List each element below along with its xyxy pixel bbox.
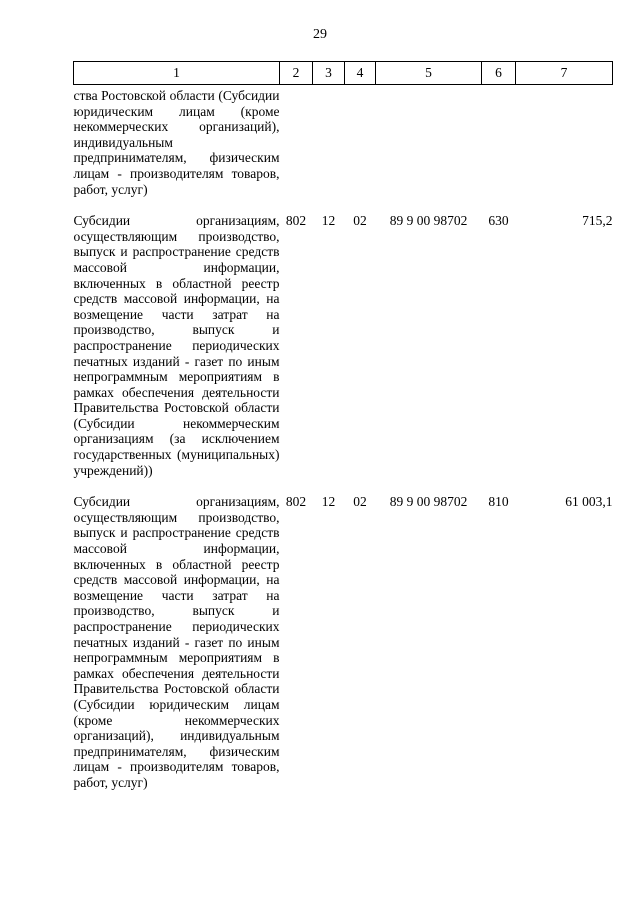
header-col-3: 3: [313, 62, 345, 85]
row-amount: 61 003,1: [565, 494, 613, 510]
header-col-5: 5: [376, 62, 482, 85]
row-code-ministry: 802: [285, 494, 307, 510]
row-code-target: 89 9 00 98702: [389, 494, 468, 510]
row-code-subsection: [345, 85, 376, 214]
row-description: Субсидии организациям, осуществляющим производство, выпуск и распространение средств массовой информации, включенных в областной реестр средств массовой информации, на возмещение части затрат на производство, выпуск и распространение периодических печатных изданий - газет по иным непрограммным мероприятиям в рамках обеспечения деятельности Правительства Ростовской области (Субсидии юридическим лицам (кроме некоммерческих организаций), индивидуальным предпринимателям, физическим лицам - производителям товаров, работ, услуг): [73, 494, 280, 790]
row-amount: [516, 85, 613, 214]
row-code-expense-type: 630: [488, 213, 509, 229]
header-col-1: 1: [74, 62, 280, 85]
row-code-section: 12: [321, 494, 336, 510]
row-code-section: 12: [321, 213, 336, 229]
row-code-subsection: 02: [353, 494, 367, 510]
header-col-2: 2: [280, 62, 313, 85]
row-description: ства Ростовской области (Субсидии юридическим лицам (кроме некоммерческих организаций), индивидуальным предпринимателям, физическим лицам - производителям товаров, работ, услуг): [73, 88, 280, 197]
budget-table: [73, 61, 613, 791]
row-description: Субсидии организациям, осуществляющим производство, выпуск и распространение средств массовой информации, включенных в областной реестр средств массовой информации, на возмещение части затрат на производство, выпуск и распространение периодических печатных изданий - газет по иным непрограммным мероприятиям в рамках обеспечения деятельности Правительства Ростовской области (Субсидии некоммерческим организациям (за исключением государственных (муниципальных) учреждений)): [73, 213, 280, 478]
header-col-7: 7: [516, 62, 613, 85]
row-code-expense-type: [482, 85, 516, 214]
row-code-expense-type: 810: [488, 494, 509, 510]
table-row: [74, 213, 613, 494]
row-code-section: [313, 85, 345, 214]
row-code-target: [376, 85, 482, 214]
row-code-subsection: 02: [353, 213, 367, 229]
row-amount: 715,2: [582, 213, 613, 229]
page-number: 29: [313, 27, 327, 42]
table-header-row: [74, 62, 613, 85]
row-code-target: 89 9 00 98702: [389, 213, 468, 229]
header-col-6: 6: [482, 62, 516, 85]
row-code-ministry: 802: [285, 213, 307, 229]
table-row: [74, 494, 613, 790]
header-col-4: 4: [345, 62, 376, 85]
row-code-ministry: [280, 85, 313, 214]
table-row: [74, 85, 613, 214]
